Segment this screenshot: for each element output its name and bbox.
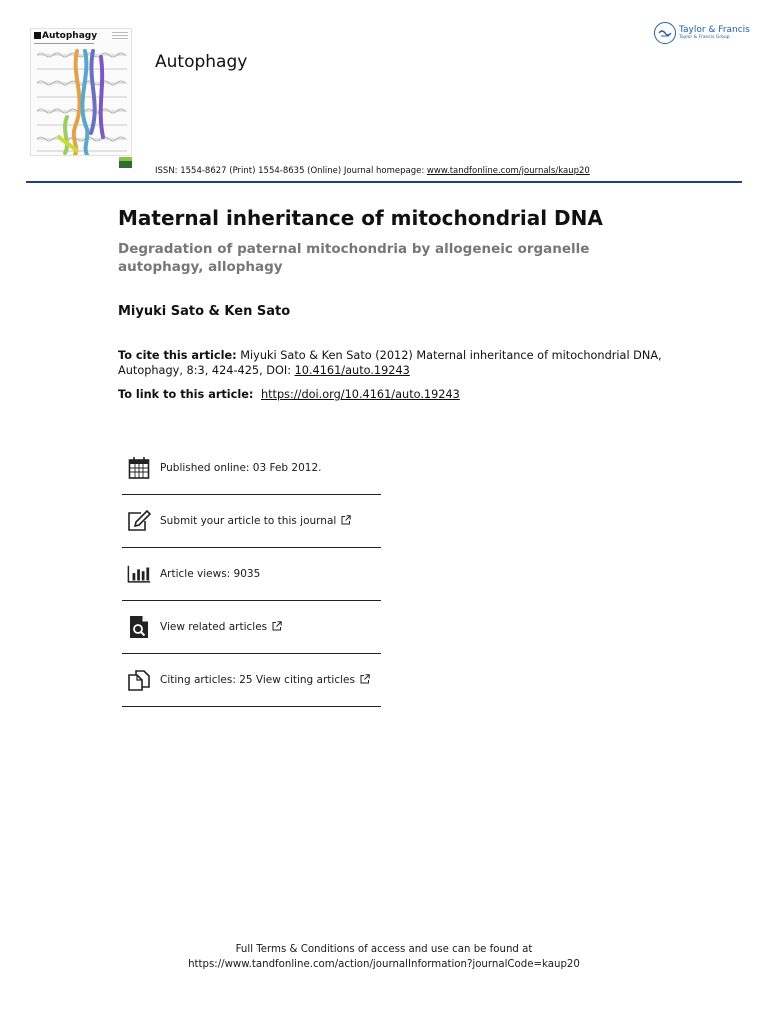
cover-illustration [31, 47, 132, 156]
external-link-icon [341, 515, 351, 525]
bar-chart-icon [127, 561, 151, 587]
meta-published [122, 442, 381, 495]
citing-articles-icon [127, 667, 151, 693]
meta-submit-article[interactable] [122, 495, 381, 548]
link-label: To link to this article: [118, 388, 258, 401]
related-articles-link[interactable]: View related articles [160, 621, 268, 633]
footer-line-1: Full Terms & Conditions of access and use can be found at [235, 944, 533, 955]
cover-logo: Autophagy [34, 31, 97, 41]
publisher-name: Taylor & Francis [679, 24, 750, 35]
article-meta-list [122, 442, 381, 707]
publisher-group: Taylor & Francis Group [679, 34, 730, 40]
article-views: Article views: 9035 [160, 568, 261, 580]
meta-article-views [122, 548, 381, 601]
meta-citing-articles[interactable] [122, 654, 381, 707]
published-date: Published online: 03 Feb 2012. [160, 462, 322, 474]
journal-cover-thumbnail [30, 28, 132, 156]
cover-info-lines [112, 32, 128, 41]
article-url-link[interactable]: https://doi.org/10.4161/auto.19243 [260, 388, 460, 401]
edit-icon [127, 508, 151, 534]
journal-homepage-link[interactable]: www.tandfonline.com/journals/kaup20 [426, 166, 590, 176]
issn-text: ISSN: 1554-8627 (Print) 1554-8635 (Online) Journal homepage: [155, 166, 427, 176]
wave-icon [654, 22, 676, 44]
search-document-icon [127, 614, 151, 640]
citation-text: Miyuki Sato & Ken Sato (2012) Maternal inheritance of mitochondrial DNA, Autophagy, 8:3, 424-425, DOI: [118, 349, 662, 377]
article-subtitle: Degradation of paternal mitochondria by allogeneic organelle autophagy, allophagy [118, 241, 590, 275]
terms-footer [0, 942, 768, 972]
meta-related-articles[interactable] [122, 601, 381, 654]
doi-link[interactable]: 10.4161/auto.19243 [294, 364, 410, 377]
article-link-row [118, 388, 678, 401]
citation-label: To cite this article: [118, 349, 237, 362]
calendar-icon [127, 455, 151, 481]
citing-articles-link[interactable]: Citing articles: 25 View citing articles [160, 674, 355, 686]
external-link-icon [360, 674, 370, 684]
header-divider [26, 181, 742, 183]
article-authors: Miyuki Sato & Ken Sato [118, 304, 291, 319]
publisher-logo[interactable] [654, 22, 750, 44]
article-title: Maternal inheritance of mitochondrial DNA [118, 206, 603, 230]
open-access-badge [119, 157, 132, 168]
external-link-icon [272, 621, 282, 631]
citation-block [118, 348, 678, 378]
issn-line [155, 166, 590, 176]
footer-url[interactable]: https://www.tandfonline.com/action/journalInformation?journalCode=kaup20 [188, 959, 580, 970]
submit-article-link[interactable]: Submit your article to this journal [160, 515, 337, 527]
journal-name: Autophagy [155, 52, 248, 72]
